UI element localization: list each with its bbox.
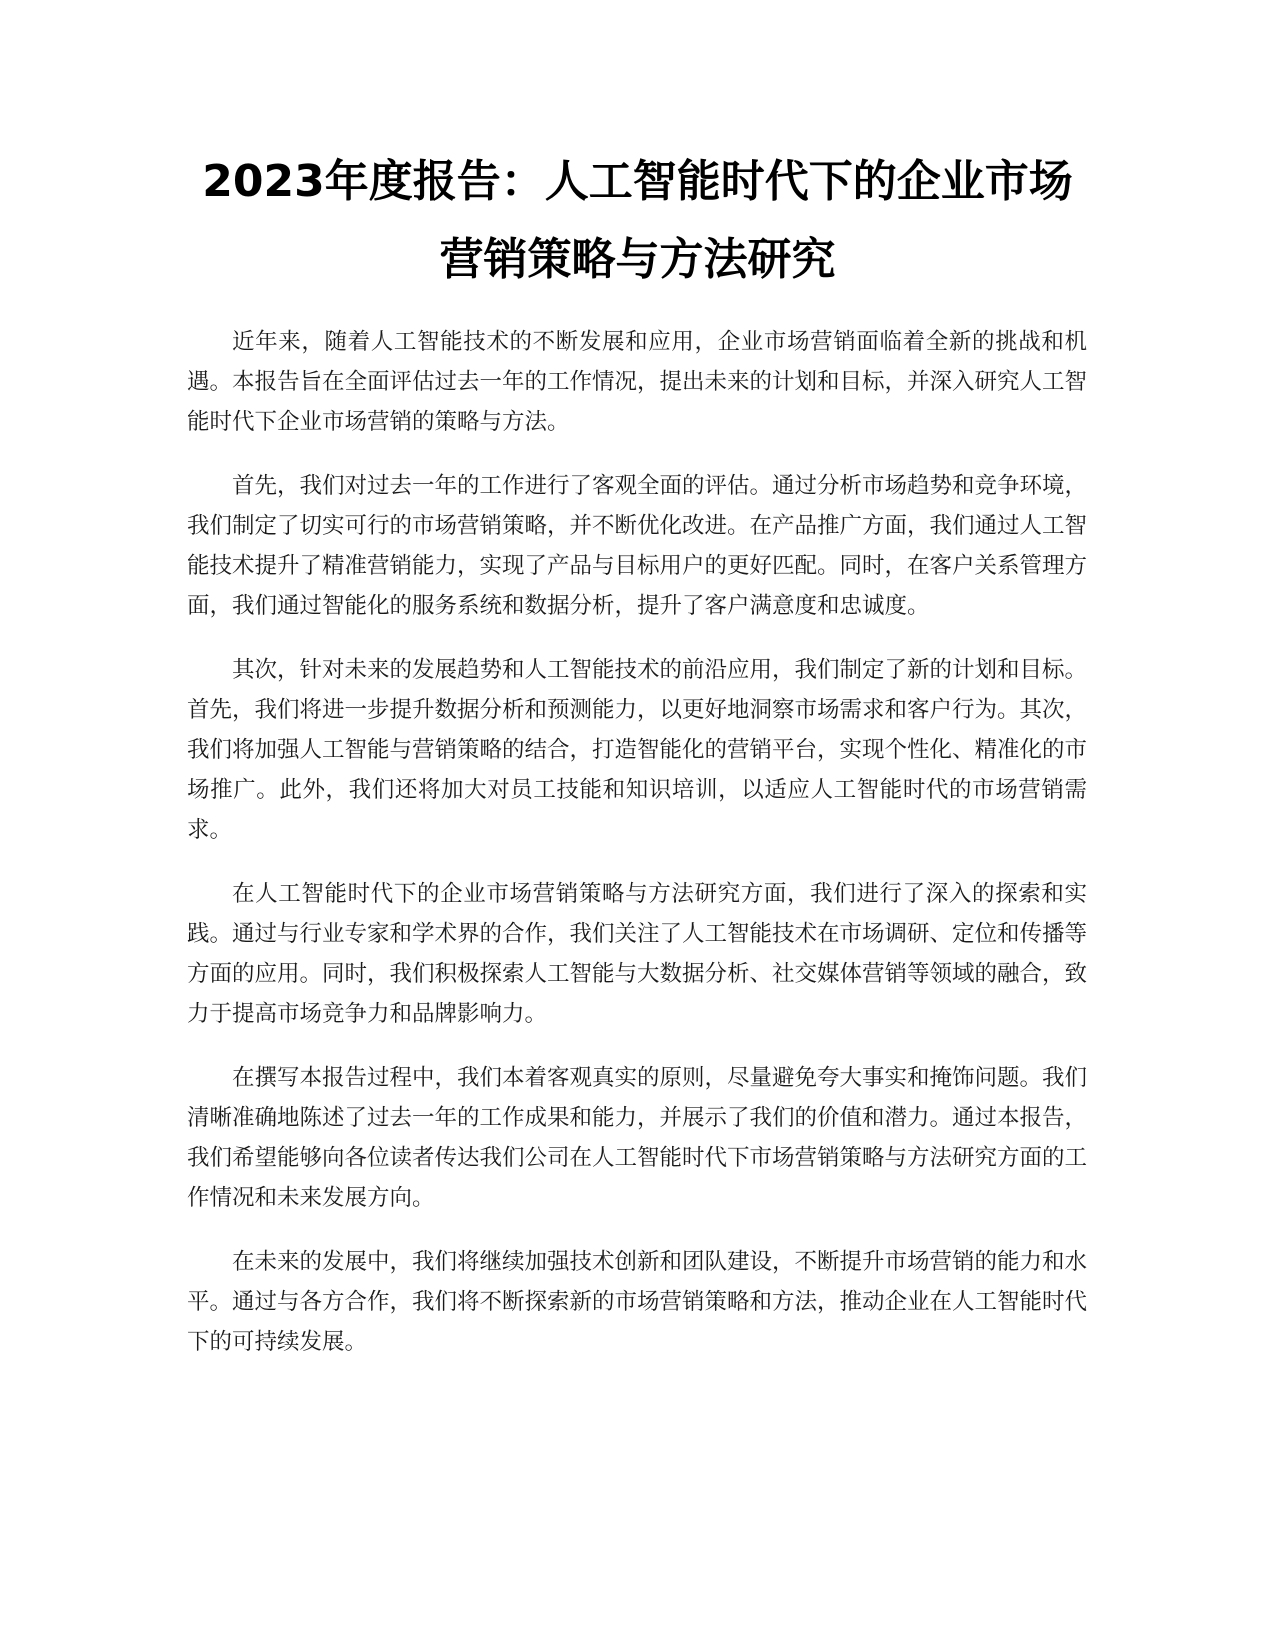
- paragraph-evaluation: 首先，我们对过去一年的工作进行了客观全面的评估。通过分析市场趋势和竞争环境，我们制定了切实可行的市场营销策略，并不断优化改进。在产品推广方面，我们通过人工智能技术提升了精准营销能力，实现了产品与目标用户的更好匹配。同时，在客户关系管理方面，我们通过智能化的服务系统和数据分析，提升了客户满意度和忠诚度。: [187, 473, 1088, 619]
- document-body: [187, 322, 1087, 1386]
- paragraph-intro: 近年来，随着人工智能技术的不断发展和应用，企业市场营销面临着全新的挑战和机遇。本报告旨在全面评估过去一年的工作情况，提出未来的计划和目标，并深入研究人工智能时代下企业市场营销的策略与方法。: [187, 329, 1088, 435]
- page-title: [150, 143, 1125, 299]
- paragraph-future: 在未来的发展中，我们将继续加强技术创新和团队建设，不断提升市场营销的能力和水平。通过与各方合作，我们将不断探索新的市场营销策略和方法，推动企业在人工智能时代下的可持续发展。: [187, 1249, 1088, 1355]
- paragraph-plans: 其次，针对未来的发展趋势和人工智能技术的前沿应用，我们制定了新的计划和目标。首先，我们将进一步提升数据分析和预测能力，以更好地洞察市场需求和客户行为。其次，我们将加强人工智能与营销策略的结合，打造智能化的营销平台，实现个性化、精准化的市场推广。此外，我们还将加大对员工技能和知识培训，以适应人工智能时代的市场营销需求。: [187, 657, 1088, 843]
- title-line-1: 2023年度报告：人工智能时代下的企业市场: [202, 156, 1073, 207]
- paragraph-research: 在人工智能时代下的企业市场营销策略与方法研究方面，我们进行了深入的探索和实践。通过与行业专家和学术界的合作，我们关注了人工智能技术在市场调研、定位和传播等方面的应用。同时，我们积极探索人工智能与大数据分析、社交媒体营销等领域的融合，致力于提高市场竞争力和品牌影响力。: [187, 881, 1088, 1027]
- paragraph-principles: 在撰写本报告过程中，我们本着客观真实的原则，尽量避免夸大事实和掩饰问题。我们清晰准确地陈述了过去一年的工作成果和能力，并展示了我们的价值和潜力。通过本报告，我们希望能够向各位读者传达我们公司在人工智能时代下市场营销策略与方法研究方面的工作情况和未来发展方向。: [187, 1065, 1088, 1211]
- title-line-2: 营销策略与方法研究: [439, 234, 836, 285]
